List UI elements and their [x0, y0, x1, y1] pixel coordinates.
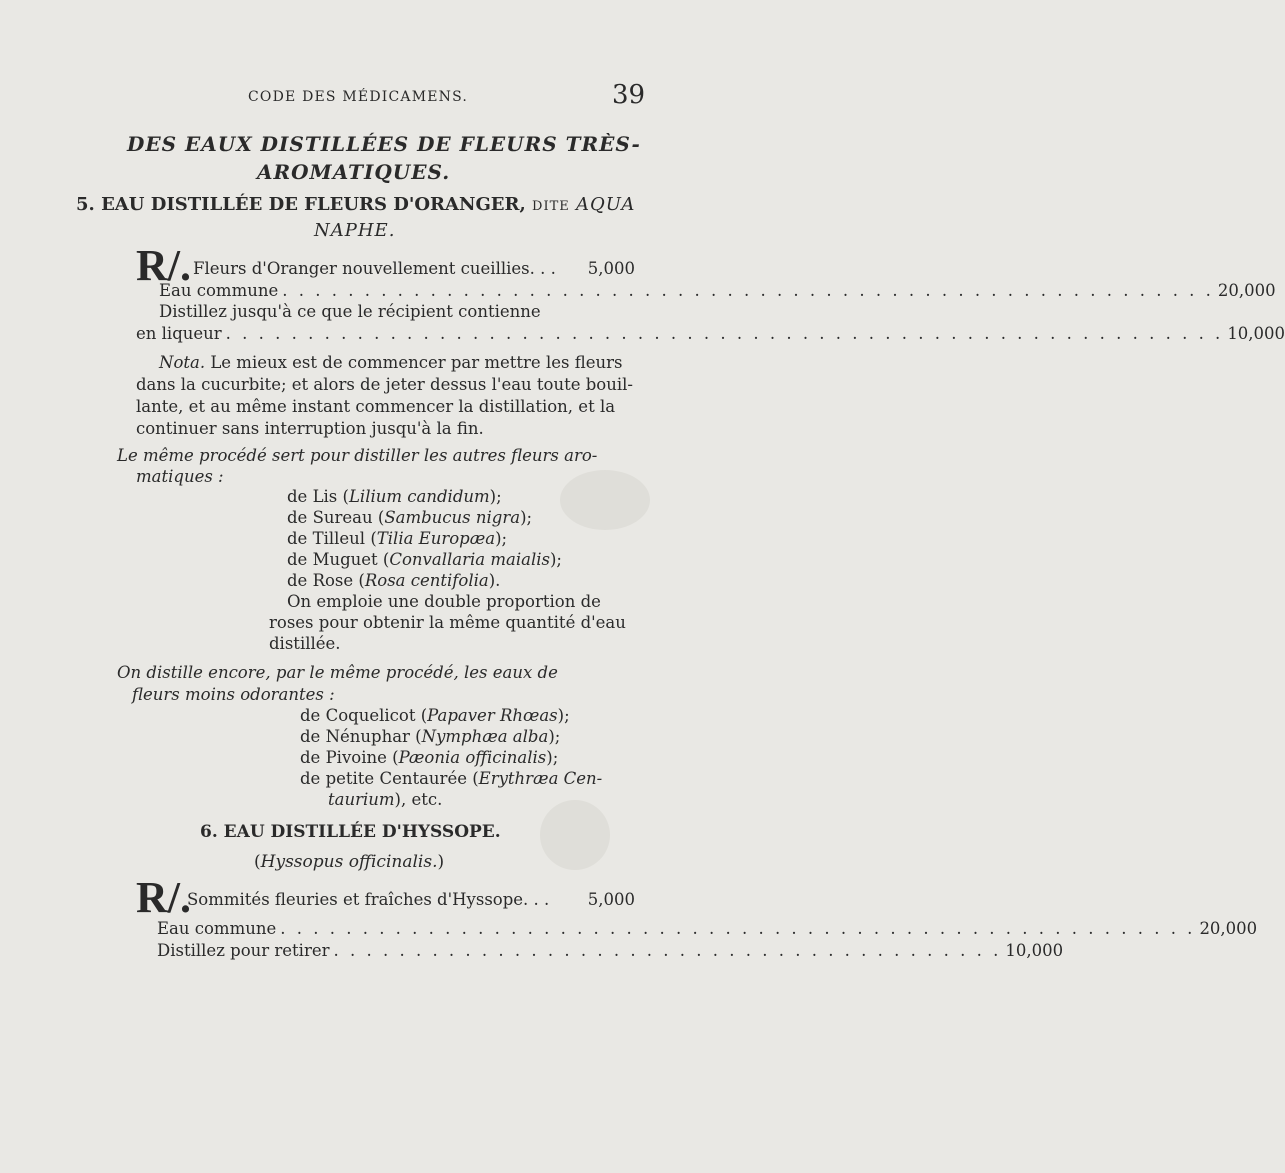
less-odorous-intro-cont: fleurs moins odorantes : [132, 685, 335, 704]
ingredient-quantity: 5,000 [587, 259, 635, 278]
instruction-line: Distillez jusqu'à ce que le récipient contienne [159, 302, 541, 321]
ingredient-quantity: 20,000 [1217, 281, 1276, 300]
section-title-line1: DES EAUX DISTILLÉES DE FLEURS TRÈS- [127, 132, 641, 156]
recipe-6-heading: 6. EAU DISTILLÉE D'HYSSOPE. [200, 822, 501, 842]
aromatic-intro-cont: matiques : [136, 467, 224, 486]
recipe-symbol-icon: R/. [136, 873, 191, 922]
recipe-6-latin: (Hyssopus officinalis.) [254, 852, 445, 872]
aromatic-note: roses pour obtenir la même quantité d'eau [269, 613, 626, 632]
nota-label: Nota. [159, 353, 206, 372]
instruction-row: en liqueur . . . . . . . . . . . . . . . . . . . . . . . . . . . . . . . . . . . . . . . . . . . . . . . . . . . . . . . . . . . . . 10,000 [136, 324, 1285, 343]
instruction-label: en liqueur [136, 324, 222, 343]
recipe-5-heading [76, 194, 635, 215]
flower-item: de Pivoine (Pæonia officinalis); [300, 748, 559, 767]
ingredient-label: Distillez pour retirer [157, 941, 330, 960]
ingredient-label: Eau commune [157, 919, 277, 938]
recipe-name: EAU DISTILLÉE DE FLEURS D'ORANGER, [101, 194, 526, 215]
nota-line: dans la cucurbite; et alors de jeter dessus l'eau toute bouil- [136, 375, 633, 394]
ingredient-row [187, 890, 635, 909]
running-title: CODE DES MÉDICAMENS. [248, 89, 469, 105]
ingredient-row: Eau commune . . . . . . . . . . . . . . . . . . . . . . . . . . . . . . . . . . . . . . . . . . . . . . . . . . . . . . . . . 20,000 [159, 281, 1276, 300]
latin-name-cont: NAPHE. [314, 220, 396, 241]
ingredient-row: Eau commune . . . . . . . . . . . . . . . . . . . . . . . . . . . . . . . . . . . . . . . . . . . . . . . . . . . . . . . . 20,000 [157, 919, 1258, 938]
flower-item: de Coquelicot (Papaver Rhœas); [300, 706, 570, 725]
flower-item-cont: taurium), etc. [328, 790, 443, 809]
section-title-line2: AROMATIQUES. [257, 160, 451, 184]
ingredient-label: Fleurs d'Oranger nouvellement cueillies. . . [193, 259, 556, 278]
ingredient-quantity: 10,000 [1005, 941, 1064, 960]
recipe-symbol-icon: R/. [136, 241, 191, 290]
flower-item: de Muguet (Convallaria maialis); [287, 550, 562, 569]
page-number: 39 [612, 80, 646, 110]
instruction-quantity: 10,000 [1227, 324, 1285, 343]
aromatic-note: distillée. [269, 634, 341, 653]
flower-item: de petite Centaurée (Erythræa Cen- [300, 769, 603, 788]
ingredient-quantity: 20,000 [1199, 919, 1258, 938]
recipe-5-heading-cont [314, 220, 395, 241]
flower-item: de Nénuphar (Nymphæa alba); [300, 727, 561, 746]
nota-line: lante, et au même instant commencer la distillation, et la [136, 397, 616, 416]
nota-line: continuer sans interruption jusqu'à la fin. [136, 419, 484, 438]
ingredient-row [193, 259, 635, 278]
aromatic-note: On emploie une double proportion de [287, 592, 601, 611]
paper-stain [560, 470, 650, 530]
nota-text: Le mieux est de commencer par mettre les fleurs [205, 353, 623, 372]
dite-label: DITE [532, 199, 570, 214]
ingredient-label: Eau commune [159, 281, 279, 300]
recipe-number: 5. [76, 194, 95, 215]
paper-stain [540, 800, 610, 870]
ingredient-quantity: 5,000 [587, 890, 635, 909]
ingredient-row: Distillez pour retirer . . . . . . . . . . . . . . . . . . . . . . . . . . . . . . . . . . . . . . . . . 10,000 [157, 941, 1064, 960]
latin-name: AQUA [576, 194, 636, 215]
flower-item: de Rose (Rosa centifolia). [287, 571, 501, 590]
ingredient-label: Sommités fleuries et fraîches d'Hyssope. . . [187, 890, 550, 909]
flower-item: de Sureau (Sambucus nigra); [287, 508, 533, 527]
flower-item: de Lis (Lilium candidum); [287, 487, 502, 506]
flower-item: de Tilleul (Tilia Europæa); [287, 529, 508, 548]
aromatic-intro: Le même procédé sert pour distiller les autres fleurs aro- [117, 446, 598, 465]
less-odorous-intro: On distille encore, par le même procédé, les eaux de [117, 663, 558, 682]
nota-line [159, 353, 622, 372]
